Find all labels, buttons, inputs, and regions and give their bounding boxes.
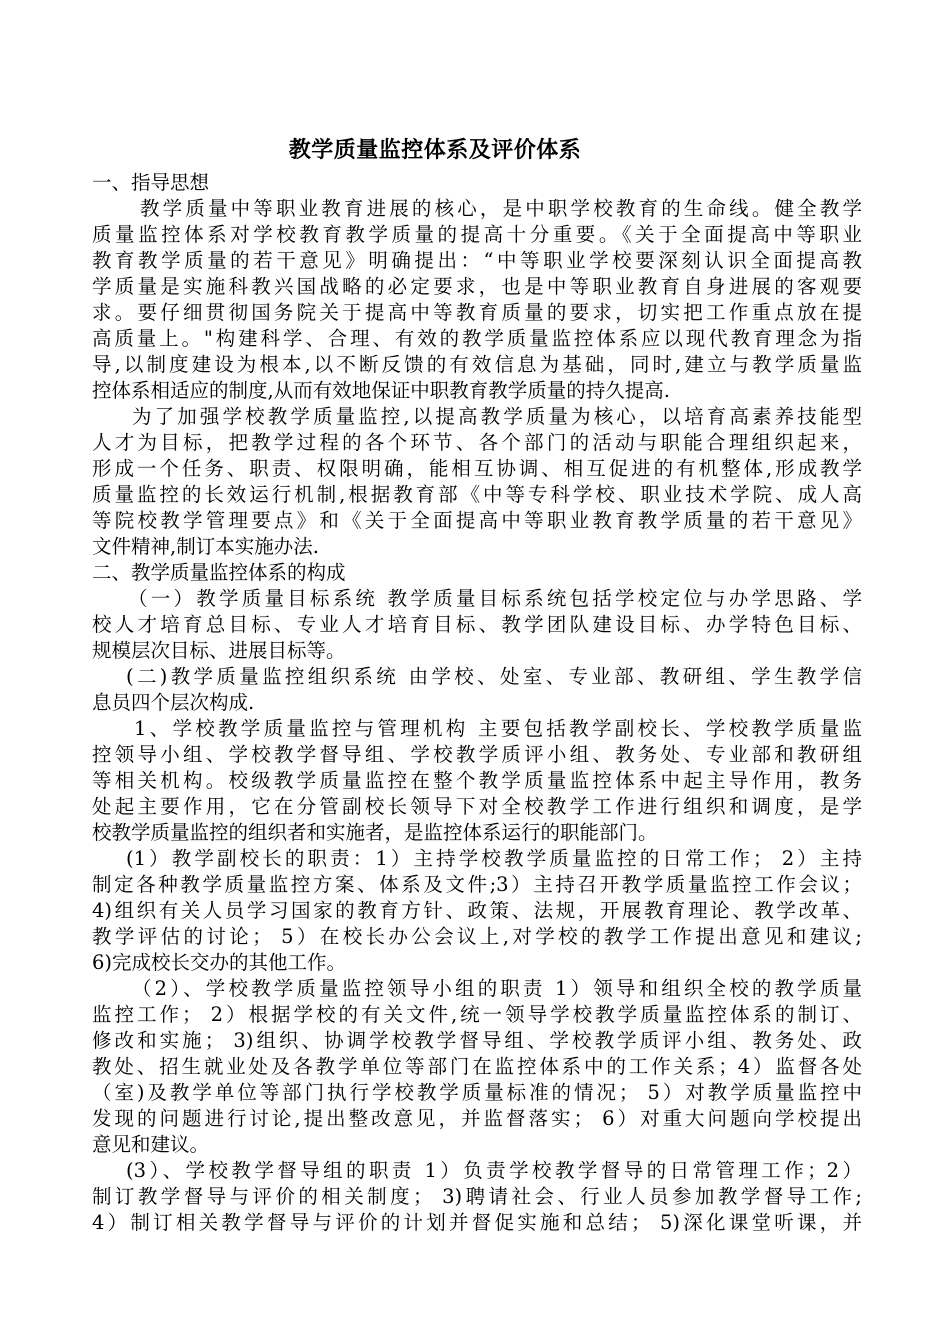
text-line: 人才为目标，把教学过程的各个环节、各个部门的活动与职能合理组织起来， [92, 431, 862, 454]
text-line: 息员四个层次构成. [92, 691, 255, 714]
text-line: 教学评估的讨论； 5）在校长办公会议上,对学校的教学工作提出意见和建议; [92, 925, 862, 948]
text-line: 制订教学督导与评价的相关制度； 3)聘请社会、行业人员参加教学督导工作; [92, 1185, 862, 1208]
text-line: 高质量上。"构建科学、合理、有效的教学质量监控体系应以现代教育理念为指 [92, 327, 862, 350]
paragraph-p4 [92, 560, 862, 586]
text-line: 等院校教学管理要点》和《关于全面提高中等职业教育教学质量的若干意见》 [92, 509, 862, 532]
text-line: 质量监控体系对学校教育教学质量的提高十分重要。《关于全面提高中等职业 [92, 223, 862, 246]
paragraph-p9 [92, 976, 862, 1158]
paragraph-p10 [92, 1158, 862, 1236]
text-line: 等相关机构。校级教学质量监控在整个教学质量监控体系中起主导作用，教务 [92, 769, 862, 792]
document-body [92, 170, 862, 1236]
text-line: 6)完成校长交办的其他工作。 [92, 951, 347, 974]
paragraph-p2 [92, 196, 862, 404]
text-line: (3）、学校教学督导组的职责 1）负责学校教学督导的日常管理工作；2） [126, 1159, 862, 1182]
text-line: 求。要仔细贯彻国务院关于提高中等教育质量的要求，切实把工作重点放在提 [92, 301, 862, 324]
text-line: 校人才培育总目标、专业人才培育目标、教学团队建设目标、办学特色目标、 [92, 613, 862, 636]
text-line: 控体系相适应的制度,从而有效地保证中职教育教学质量的持久提高. [92, 379, 670, 402]
text-line: 处起主要作用，它在分管副校长领导下对全校教学工作进行组织和调度，是学 [92, 795, 862, 818]
text-line: (1）教学副校长的职责：1）主持学校教学质量监控的日常工作； 2）主持 [126, 847, 862, 870]
text-line: 控领导小组、学校教学督导组、学校教学质评小组、教务处、专业部和教研组 [92, 743, 862, 766]
text-line: （室)及教学单位等部门执行学校教学质量标准的情况； 5）对教学质量监控中 [92, 1081, 862, 1104]
text-line: 形成一个任务、职责、权限明确，能相互协调、相互促进的有机整体,形成教学 [92, 457, 862, 480]
text-line: 学质量是实施科教兴国战略的必定要求，也是中等职业教育自身进展的客观要 [92, 275, 862, 298]
text-line: （2）、学校教学质量监控领导小组的职责 1）领导和组织全校的教学质量 [132, 977, 862, 1000]
text-line: 教处、招生就业处及各教学单位等部门在监控体系中的工作关系；4）监督各处 [92, 1055, 862, 1078]
text-line: 二、教学质量监控体系的构成 [92, 561, 346, 584]
text-line: 监控工作； 2）根据学校的有关文件,统一领导学校教学质量监控体系的制订、 [92, 1003, 862, 1026]
paragraph-p5 [92, 586, 862, 664]
text-line: 规模层次目标、进展目标等。 [92, 639, 346, 662]
text-line: 制定各种教学质量监控方案、体系及文件;3）主持召开教学质量监控工作会议； [92, 873, 862, 896]
paragraph-p6 [92, 664, 862, 716]
text-line: 4）制订相关教学督导与评价的计划并督促实施和总结； 5)深化课堂听课，并 [92, 1211, 862, 1234]
paragraph-p8 [92, 846, 862, 976]
text-line: 1、学校教学质量监控与管理机构 主要包括教学副校长、学校教学质量监 [134, 717, 862, 740]
text-line: 4)组织有关人员学习国家的教育方针、政策、法规，开展教育理论、教学改革、 [92, 899, 862, 922]
paragraph-p1 [92, 170, 862, 196]
paragraph-p3 [92, 404, 862, 560]
text-line: （一）教学质量目标系统 教学质量目标系统包括学校定位与办学思路、学 [128, 587, 862, 610]
text-line: 修改和实施； 3)组织、协调学校教学督导组、学校教学质评小组、教务处、政 [92, 1029, 862, 1052]
text-line: 文件精神,制订本实施办法. [92, 535, 319, 558]
text-line: 教学质量中等职业教育进展的核心，是中职学校教育的生命线。健全教学 [140, 197, 862, 220]
text-line: 为了加强学校教学质量监控,以提高教学质量为核心，以培育高素养技能型 [132, 405, 862, 428]
text-line: 意见和建议。 [92, 1133, 210, 1156]
text-line: 质量监控的长效运行机制,根据教育部《中等专科学校、职业技术学院、成人高 [92, 483, 862, 506]
paragraph-p7 [92, 716, 862, 846]
text-line: 教育教学质量的若干意见》明确提出：“中等职业学校要深刻认识全面提高教 [92, 249, 862, 272]
document-title: 教学质量监控体系及评价体系 [288, 137, 582, 163]
text-line: 一、指导思想 [92, 171, 210, 194]
text-line: 导,以制度建设为根本,以不断反馈的有效信息为基础，同时,建立与教学质量监 [92, 353, 862, 376]
text-line: 发现的问题进行讨论,提出整改意见，并监督落实； 6）对重大问题向学校提出 [92, 1107, 862, 1130]
text-line: 校教学质量监控的组织者和实施者，是监控体系运行的职能部门。 [92, 821, 658, 844]
text-line: (二)教学质量监控组织系统 由学校、处室、专业部、教研组、学生教学信 [126, 665, 862, 688]
